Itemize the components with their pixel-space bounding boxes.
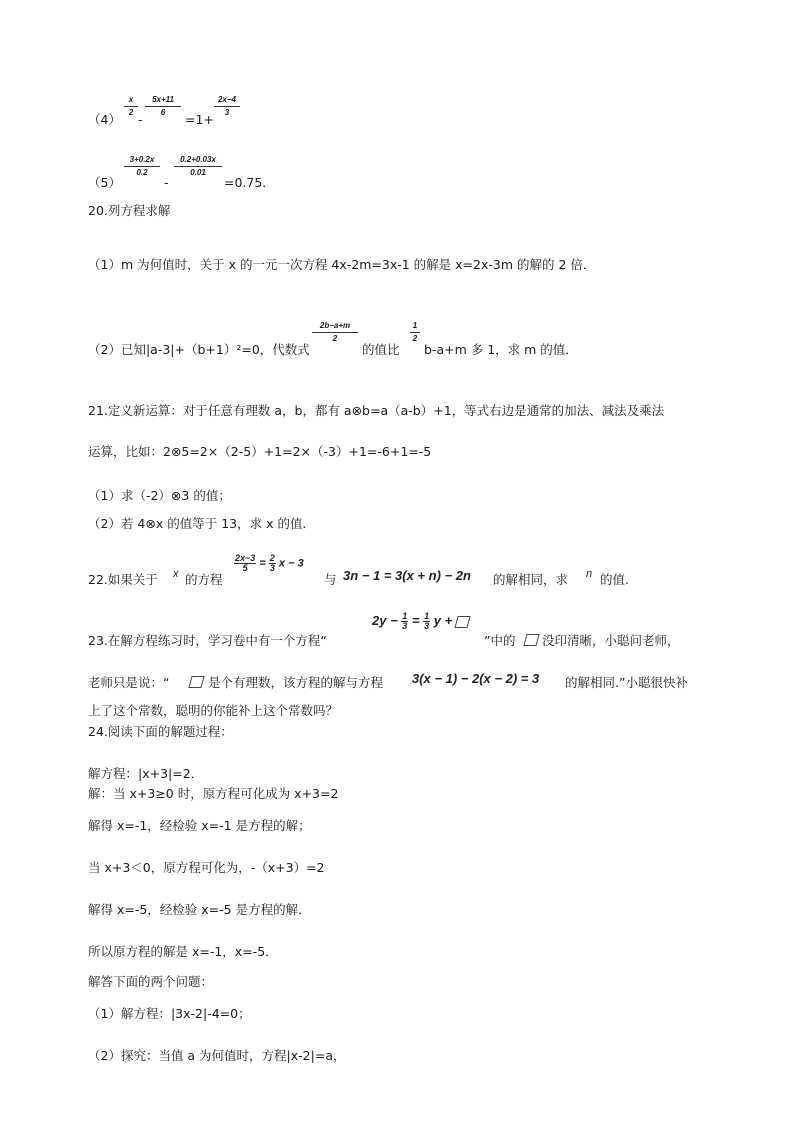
q22-eq1-tail: x − 3 [278,557,304,570]
q22-eq1-fraction [234,554,256,573]
fraction-numerator: 2x−3 [235,553,256,563]
q23-text-c: 没印清晰，小聪问老师， [542,633,680,648]
q23-equation-1 [372,612,469,631]
unknown-box-icon [454,616,470,628]
fraction-3plus02x-over-02 [124,155,160,178]
item-4-minus: - [138,112,143,127]
q24-line3: 解得 x=-1，经检验 x=-1 是方程的解； [88,818,311,833]
q24-line6: 所以原方程的解是 x=-1，x=-5． [88,944,278,959]
fraction-numerator: 3+0.2x [124,155,160,167]
fraction-denominator: 2 [332,334,338,343]
fraction-denominator: 5 [242,563,248,573]
q20-part2-text-b: 的值比 [362,342,400,357]
q20-part1: （1）m 为何值时，关于 x 的一元一次方程 4x-2m=3x-1 的解是 x=2x-3m 的解的 2 倍． [88,257,596,272]
q22-var-x: x [173,568,179,580]
item-4-equals: =1+ [185,112,214,127]
fraction-denominator: 3 [224,108,230,117]
q22-eq1-coef-fraction [269,554,276,573]
fraction-x-over-2 [124,95,138,118]
q22-text-c: 与 [324,572,337,587]
q24-title: 24.阅读下面的解题过程： [88,724,233,739]
fraction-denominator: 3 [269,563,275,573]
unknown-box-icon [188,676,204,688]
q23-eq-equals: = [411,612,420,628]
q23-text-a: 23.在解方程练习时，学习卷中有一个方程“ [88,633,327,648]
q22-text-b: 的方程 [185,572,223,587]
fraction-2b-a-m-over-2 [312,321,358,344]
q24-line5: 解得 x=-5，经检验 x=-5 是方程的解． [88,902,311,917]
fraction-denominator: 3 [424,621,430,631]
fraction-numerator: 2 [269,553,275,563]
q24-line7: 解答下面的两个问题： [88,974,214,989]
q23-eq-fraction-2 [423,612,430,631]
q23-text-b: ”中的 [484,633,516,648]
q22-eq1-equals: = [259,557,266,570]
item-5-label: （5） [88,175,121,190]
fraction-denominator: 2 [412,334,418,343]
fraction-5x11-over-6 [145,95,181,118]
q22-equation-1 [234,554,304,573]
q23-line2-a: 老师只是说：“ [88,675,170,690]
q22-text-a: 22.如果关于 [88,572,158,587]
item-5-equals: =0.75． [224,175,275,190]
q21-part2: （2）若 4⊗x 的值等于 13，求 x 的值． [88,516,315,531]
fraction-denominator: 3 [402,621,408,631]
fraction-numerator: x [124,95,138,107]
q24-line4: 当 x+3＜0，原方程可化为，-（x+3）=2 [88,860,325,875]
q22-var-n: n [586,568,593,580]
q21-line2: 运算，比如：2⊗5=2×（2-5）+1=2×（-3）+1=-6+1=-5 [88,444,432,459]
fraction-denominator: 6 [160,108,166,117]
q20-part2-text-a: （2）已知|a-3|+（b+1）²=0，代数式 [88,342,310,357]
fraction-denominator: 0.01 [190,168,206,177]
fraction-numerator: 5x+11 [145,95,181,107]
unknown-box-icon [523,634,539,646]
q22-text-d: 的解相同，求 [493,572,569,587]
fraction-numerator: 0.2+0.03x [174,155,222,167]
fraction-denominator: 0.2 [136,168,148,177]
q20-part2-text-c: b-a+m 多 1，求 m 的值． [424,342,578,357]
q23-line3: 上了这个常数，聪明的你能补上这个常数吗？ [88,703,339,718]
item-5-minus: - [164,175,169,190]
q24-part2: （2）探究：当值 a 为何值时，方程|x-2|=a， [88,1048,346,1063]
item-4-label: （4） [88,112,121,127]
q23-eq-pre: 2y − [372,612,398,628]
q24-line2: 解：当 x+3≥0 时，原方程可化成为 x+3=2 [88,786,339,801]
fraction-one-half [410,321,420,344]
q23-eq-post: y + [433,612,453,628]
fraction-2x4-over-3 [214,95,240,118]
fraction-numerator: 1 [402,611,408,621]
q24-line1: 解方程：|x+3|=2． [88,766,204,781]
fraction-02plus003x-over-001 [174,155,222,178]
fraction-denominator: 2 [128,108,134,117]
q23-line2-c: 的解相同.”小聪很快补 [565,675,688,690]
q22-equation-2: 3n − 1 = 3(x + n) − 2n [343,568,471,583]
q23-equation-2: 3(x − 1) − 2(x − 2) = 3 [412,671,540,686]
q24-part1: （1）解方程：|3x-2|-4=0； [88,1006,251,1021]
q22-text-e: 的值. [600,572,629,587]
q21-part1: （1）求（-2）⊗3 的值； [88,488,231,503]
fraction-numerator: 2b−a+m [312,321,358,333]
q23-line2-b: 是个有理数，该方程的解与方程 [208,675,384,690]
fraction-numerator: 1 [424,611,430,621]
fraction-numerator: 2x−4 [214,95,240,107]
q23-eq-fraction-1 [401,612,408,631]
q20-title: 20.列方程求解 [88,203,171,218]
fraction-numerator: 1 [410,321,420,333]
q21-line1: 21.定义新运算：对于任意有理数 a，b，都有 a⊗b=a（a-b）+1，等式右边是通常的加法、减法及乘法 [88,403,665,418]
